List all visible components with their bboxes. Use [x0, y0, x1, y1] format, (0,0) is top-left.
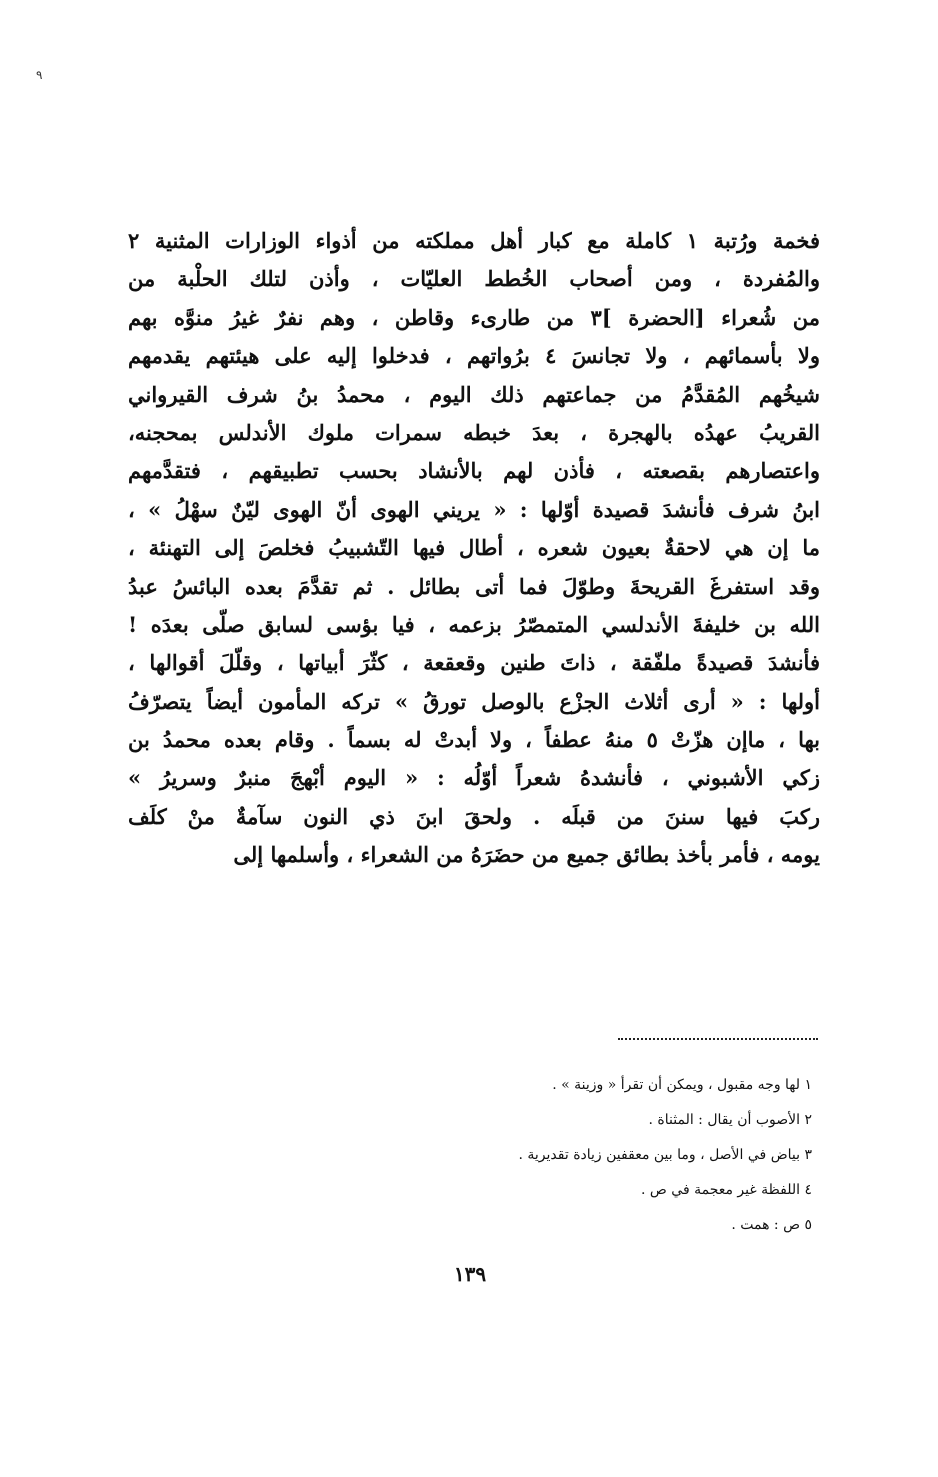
- footnote-separator: [618, 1038, 818, 1040]
- footnote-item: ٥ ص : همت .: [731, 1217, 812, 1233]
- text-line: ركبَ فيها سننَ من قبلَه . ولحقَ ابنَ ذي النون سآمةٌ منْ كلَف: [128, 803, 820, 829]
- text-line: الله بن خليفةَ الأندلسي المتمصّرُ بزعمه ، فيا بؤسى لسابق صلّى بعدَه !: [128, 611, 820, 637]
- text-line: ابنُ شرف فأنشدَ قصيدة أوّلها : « يريني الهوى أنّ الهوى ليّنٌ سهْلُ » ،: [128, 496, 820, 522]
- footnotes: [300, 1068, 812, 1243]
- text-line: فخمة ورُتبة ١ كاملة مع كبار أهل مملكته من أذواء الوزارات المثنية ٢: [128, 228, 820, 253]
- text-line: أولها : « أرى أثلاث الجزْع بالوصل تورقُ » تركه المأمون أيضاً يتصرّفُ: [128, 688, 820, 714]
- page-number: ١٣٩: [453, 1262, 487, 1286]
- corner-mark: ٩: [36, 68, 43, 82]
- text-line: ولا بأسمائهم ، ولا تجانسَ ٤ برُواتهم ، فدخلوا إليه على هيئتهم يقدمهم: [128, 343, 820, 369]
- footnote-item: ١ لها وجه مقبول ، ويمكن أن تقرأ « وزينة » .: [552, 1077, 812, 1093]
- text-line: وقد استفرغَ القريحةَ وطوّلَ فما أتى بطائل . ثم تقدَّمَ بعده البائسُ عبدُ: [128, 573, 820, 599]
- main-text: [128, 222, 820, 875]
- text-line: ما إن هي لاحقةٌ بعيون شعره ، أطال فيها التّشبيبُ فخلصَ إلى التهنئة ،: [128, 535, 820, 561]
- text-line: من شُعراء [الحضرة ]٣ من طارىء وقاطن ، وهم نفرٌ غيرُ منوَّه بهم: [128, 304, 820, 330]
- footnote-item: ٣ بياض في الأصل ، وما بين معقفين زيادة تقديرية .: [518, 1147, 812, 1163]
- text-line: بها ، ماإن هزّتْ ٥ منهُ عطفاً ، ولا أبدتْ له بسماً . وقام بعده محمدُ بن: [128, 727, 820, 753]
- text-line: شيخُهم المُقدَّمُ من جماعتهم ذلك اليوم ، محمدُ بنُ شرف القيرواني: [128, 381, 820, 407]
- text-line: فأنشدَ قصيدةً ملفّقة ، ذاتَ طنين وقعقعة ، كثّرَ أبياتها ، وقلّلَ أقوالها ،: [128, 650, 820, 676]
- footnote-item: ٤ اللفظة غير معجمة في ص .: [641, 1182, 812, 1198]
- footnote-item: ٢ الأصوب أن يقال : المثناة .: [648, 1112, 812, 1128]
- text-line: واعتصارهم بقصعته ، فأذن لهم بالأنشاد بحسب تطبيقهم ، فتقدَّمهم: [128, 458, 820, 484]
- text-line: زكي الأشبوني ، فأنشدهُ شعراً أوّلُه : « اليوم أبْهجَ منبرٌ وسريرُ »: [128, 765, 820, 791]
- text-line: القريبُ عهدُه بالهجرة ، بعدَ خبطه سمرات ملوك الأندلس بمحجنه،: [128, 419, 820, 445]
- text-line: والمُفردة ، ومن أصحاب الخُطط العليّات ، وأذن لتلك الحلْبة من: [128, 266, 820, 292]
- text-line: يومه ، فأمر بأخذ بطائق جميع من حضَرَهُ من الشعراء ، وأسلمها إلى: [233, 842, 820, 868]
